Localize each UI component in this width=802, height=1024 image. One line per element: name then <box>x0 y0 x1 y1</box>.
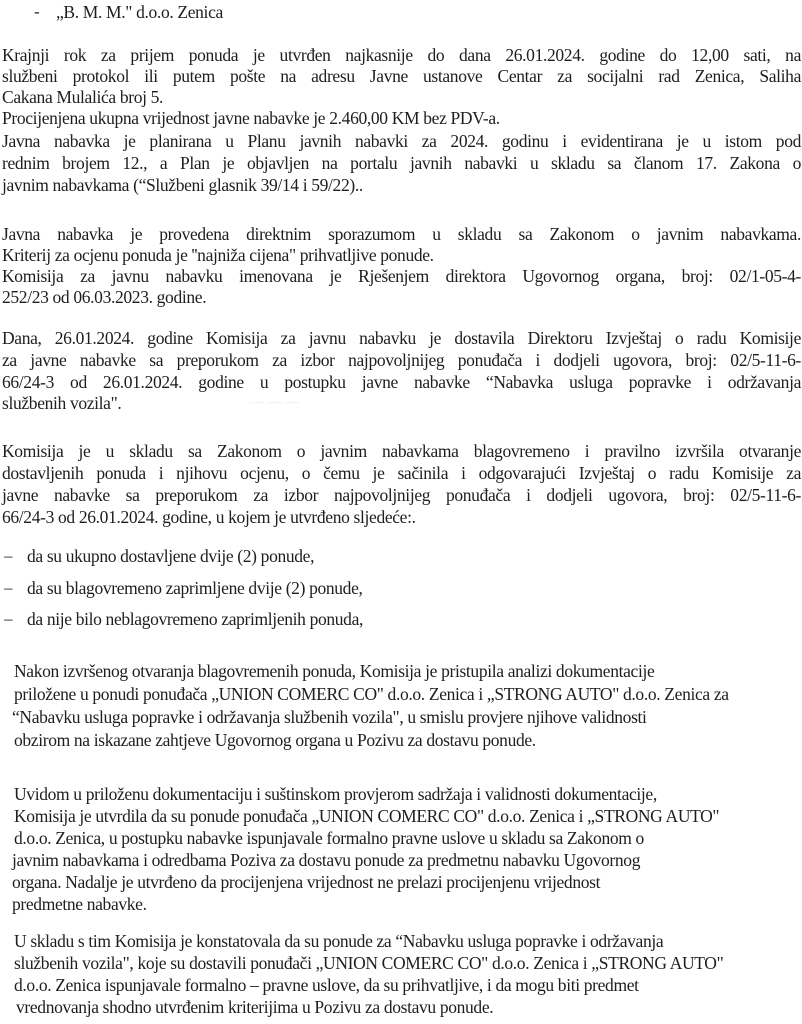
paragraph-analysis-line-3: “Nabavku usluga popravke i održavanja službenih vozila", u smislu provjere njihove validnosti <box>12 707 647 727</box>
paragraph-conclusion-line-3: d.o.o. Zenica ispunjavale formalno – pravne uslove, da su prihvatljive, i da mogu biti predmet <box>14 975 639 995</box>
finding-text: da nije bilo neblagovremeno zaprimljenih ponuda, <box>27 609 364 629</box>
paragraph-analysis-line-4: obzirom na iskazane zahtjeve Ugovornog organa u Pozivu za dostavu ponude. <box>14 730 536 750</box>
bidder-name: „B. M. M." d.o.o. Zenica <box>56 2 223 22</box>
paragraph-report-line-1: Dana, 26.01.2024. godine Komisija za javnu nabavku je dostavila Direktoru Izvještaj o radu Komisije <box>2 328 801 348</box>
paragraph-review-line-1: Uvidom u priloženu dokumentaciju i suštinskom provjerom sadržaja i validnosti dokumentacije, <box>14 784 657 804</box>
paragraph-review-line-5: organa. Nadalje je utvrđeno da procijenjena vrijednost ne prelazi procijenjenu vrijednost <box>12 872 601 892</box>
paragraph-report-line-4: službenih vozila". <box>2 393 122 413</box>
paragraph-review-line-2: Komisija je utvrdila da su ponude ponuđača „UNION COMERC CO" d.o.o. Zenica i „STRONG AUTO" <box>14 806 720 826</box>
paragraph-conclusion-line-2: službenih vozila", koje su dostavili ponuđači „UNION COMERC CO" d.o.o. Zenica i „STRONG AUTO" <box>14 953 724 973</box>
paragraph-deadline-line-1: Krajnji rok za prijem ponuda je utvrđen najkasnije do dana 26.01.2024. godine do 12,00 sati, na <box>2 45 801 65</box>
paragraph-plan-line-3: javnim nabavkama (“Službeni glasnik 39/14 i 59/22).. <box>2 175 363 195</box>
paragraph-opening-line-3: javne nabavke sa preporukom za izbor najpovoljnijeg ponuđača i dodjeli ugovora, broj: 02/5-11-6- <box>2 485 801 505</box>
paragraph-deadline-line-2: službeni protokol ili putem pošte na adresu Javne ustanove Centar za socijalni rad Zenica, Saliha <box>2 66 801 86</box>
paragraph-plan-line-1: Javna nabavka je planirana u Planu javnih nabavki za 2024. godinu i evidentirana je u istom pod <box>2 131 801 151</box>
paragraph-commission-line-2: 252/23 od 06.03.2023. godine. <box>2 287 207 307</box>
list-bullet: - <box>34 2 40 21</box>
paragraph-review-line-6: predmetne nabavke. <box>12 894 147 914</box>
paragraph-commission-line-1: Komisija za javnu nabavku imenovana je Rješenjem direktora Ugovornog organa, broj: 02/1-05-4- <box>2 266 801 286</box>
paragraph-analysis-line-1: Nakon izvršenog otvaranja blagovremenih ponuda, Komisija je pristupila analizi dokumentacije <box>14 661 655 681</box>
paragraph-review-line-3: d.o.o. Zenica, u postupku nabavke ispunjavale formalno pravne uslove u skladu sa Zakonom o <box>14 828 644 848</box>
paragraph-plan-line-2: rednim brojem 12., a Plan je objavljen na portalu javnih nabavki u skladu sa članom 17. Zakona o <box>2 153 801 173</box>
list-bullet: – <box>4 546 13 565</box>
paragraph-deadline-line-3: Cakana Mulalića broj 5. <box>2 87 164 107</box>
paragraph-report-line-2: za javne nabavke sa preporukom za izbor najpovoljnijeg ponuđača i dodjeli ugovora, broj: 02/5-11-6- <box>2 350 801 370</box>
paragraph-conclusion-line-4: vrednovanja shodno utvrđenim kriterijima u Pozivu za dostavu ponude. <box>16 997 494 1017</box>
paragraph-review-line-4: javnim nabavkama i odredbama Poziva za dostavu ponude za predmetnu nabavku Ugovornog <box>12 850 641 870</box>
paragraph-procedure-line-1: Javna nabavka je provedena direktnim sporazumom u skladu sa Zakonom o javnim nabavkama. <box>2 224 801 244</box>
finding-text: da su blagovremeno zaprimljene dvije (2) ponude, <box>27 578 363 598</box>
paragraph-estimated-value: Procijenjena ukupna vrijednost javne nabavke je 2.460,00 KM bez PDV-a. <box>2 108 500 128</box>
paragraph-opening-line-4: 66/24-3 od 26.01.2024. godine, u kojem je utvrđeno sljedeće:. <box>2 507 416 527</box>
list-bullet: – <box>4 609 13 628</box>
list-bullet: – <box>4 578 13 597</box>
paragraph-procedure-line-2: Kriterij za ocjenu ponuda je ''najniža cijena" prihvatljive ponude. <box>2 245 434 265</box>
paragraph-opening-line-2: dostavljenih ponuda i njihovu ocjenu, o čemu je sačinila i odgovarajući Izvještaj o radu Komisije za <box>2 463 801 483</box>
bleed-through-text: — — — <box>250 395 299 410</box>
paragraph-analysis-line-2: priložene u ponudi ponuđača „UNION COMERC CO" d.o.o. Zenica i „STRONG AUTO" d.o.o. Zenica za <box>14 684 729 704</box>
paragraph-conclusion-line-1: U skladu s tim Komisija je konstatovala da su ponude za “Nabavku usluga popravke i održavanja <box>14 931 664 951</box>
paragraph-report-line-3: 66/24-3 od 26.01.2024. godine u postupku javne nabavke “Nabavka usluga popravke i održavanja <box>2 372 801 392</box>
paragraph-opening-line-1: Komisija je u skladu sa Zakonom o javnim nabavkama blagovremeno i pravilno izvršila otvaranje <box>2 441 801 461</box>
finding-text: da su ukupno dostavljene dvije (2) ponude, <box>27 546 315 566</box>
